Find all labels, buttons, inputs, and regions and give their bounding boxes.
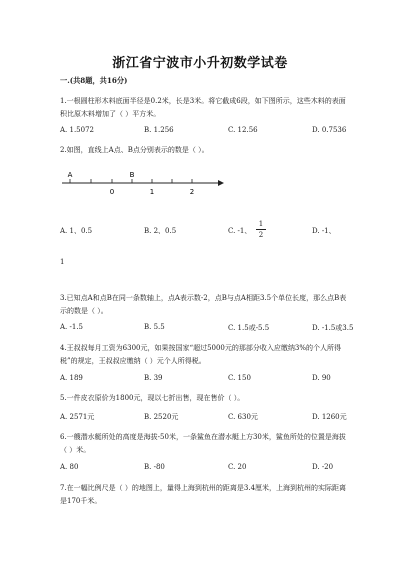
number-line-figure [60,168,230,202]
option-b[interactable]: B. 39 [144,374,163,382]
option-c[interactable]: C. -1、 [228,227,252,235]
tick-label-1: 1 [149,188,155,196]
section-heading: 一.(共8题，共16分) [60,76,128,85]
question-1-text: 1.一根圆柱形木料底面半径是0.2米，长是3米。将它截成6段，如下图所示，这些木料的表面积比原木料增加了（ ）平方米。 [60,97,346,118]
tick-label-2: 2 [189,188,195,196]
option-a[interactable]: A. 80 [60,463,79,471]
point-a-label: A [67,171,73,179]
fraction-numerator: 1 [258,220,264,228]
question-1-options [60,126,360,138]
question-3-text: 3.已知点A和点B在同一条数轴上，点A表示数-2，点B与点A相距3.5个单位长度，那么点B表示的数是（ ）。 [60,294,347,315]
page-title: 浙江省宁波市小升初数学试卷 [112,56,288,71]
option-c[interactable]: C. 630元 [228,413,258,421]
option-a[interactable]: A. 1.5072 [60,126,94,134]
option-d[interactable]: D. 1260元 [312,413,347,421]
option-a[interactable]: A. -1.5 [60,323,84,331]
option-d[interactable]: D. 90 [312,374,331,382]
option-d[interactable]: D. 0.7536 [312,126,347,134]
option-d[interactable]: D. -20 [312,463,334,471]
fraction-one-half [256,220,266,239]
question-7-text: 7.在一幅比例尺是（ ）的地图上，量得上海到杭州的距离是3.4厘米，上海到杭州的实际距离是170千米。 [60,484,347,505]
question-5-options [60,412,360,424]
question-4-options [60,374,360,386]
number-line-arrow [218,180,224,186]
question-4-text: 4.王叔叔每月工资为6300元，如果按国家“超过5000元的那部分收入应缴纳3%的个人所得税”的规定，王叔叔应缴纳（ ）元个人所得税。 [60,344,341,365]
question-2-text: 2.如图，直线上A点、B点分别表示的数是（ ）。 [60,146,209,154]
question-6-text: 6.一艘潜水艇所处的高度是海拔-50米，一条鲨鱼在潜水艇上方30米，鲨鱼所处的位置是海拔（ ）米。 [60,433,346,454]
option-b[interactable]: B. 5.5 [144,323,165,331]
option-b[interactable]: B. 2、0.5 [144,227,177,235]
question-6-options [60,463,360,475]
option-c[interactable]: C. 12.56 [228,126,258,134]
question-3-options [60,323,360,335]
option-b[interactable]: B. -80 [144,463,165,471]
option-a[interactable]: A. 2571元 [60,413,95,421]
question-5-text: 5.一件皮衣原价为1800元，现以七折出售，现在售价（ ）。 [60,394,245,402]
option-a[interactable]: A. 189 [60,374,83,382]
option-c[interactable]: C. 150 [228,374,251,382]
option-b[interactable]: B. 1.256 [144,126,174,134]
option-d[interactable]: D. -1、 [312,227,336,235]
option-c[interactable]: C. 1.5或-5.5 [228,324,270,332]
question-2-options [60,226,360,238]
option-c[interactable]: C. 20 [228,463,247,471]
tick-label-0: 0 [109,188,115,196]
option-a[interactable]: A. 1、0.5 [60,227,93,235]
option-d[interactable]: D. -1.5或3.5 [312,324,354,332]
fraction-denominator: 2 [258,231,264,239]
point-b-label: B [129,171,135,179]
option-b[interactable]: B. 2520元 [144,413,179,421]
stray-digit: 1 [60,258,65,266]
